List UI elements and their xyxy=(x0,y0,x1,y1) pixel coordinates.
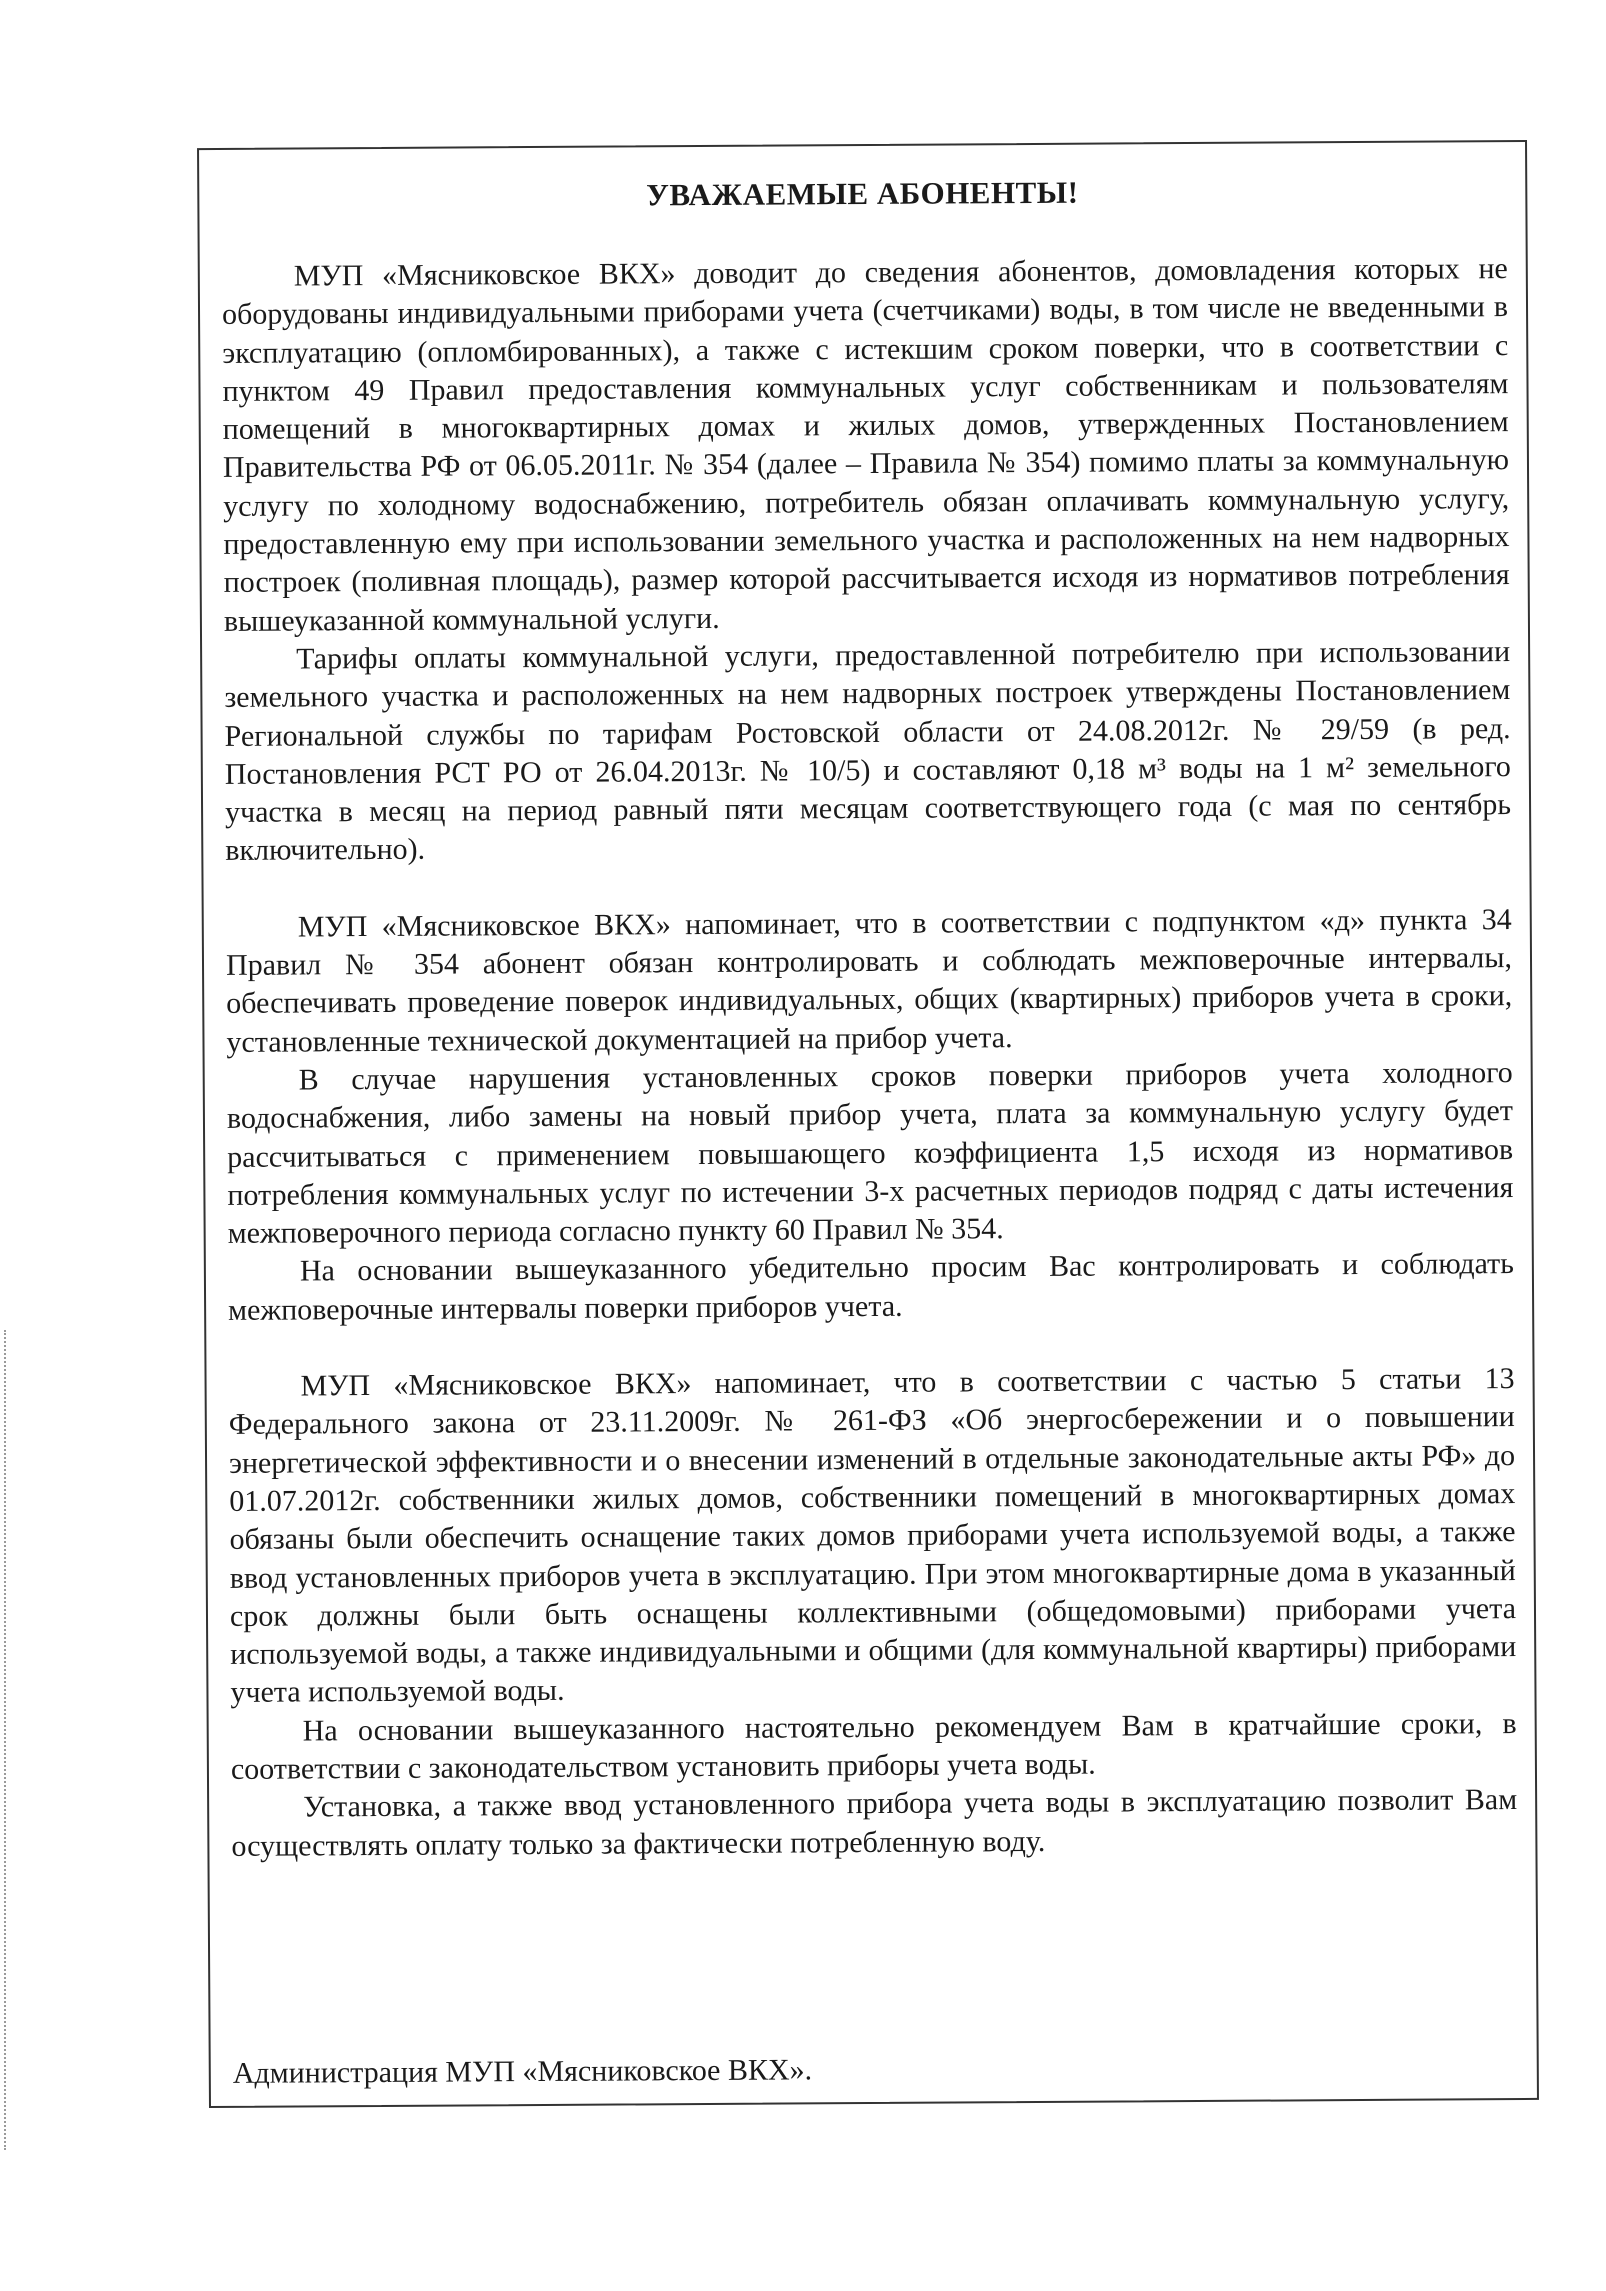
scan-margin-mark xyxy=(4,1330,8,2150)
notice-frame xyxy=(197,140,1539,2108)
signature: Администрация МУП «Мясниковское ВКХ». xyxy=(232,2053,813,2090)
paragraph-federal-law: МУП «Мясниковское ВКХ» напоминает, что в соответствии с частью 5 статьи 13 Федерального закона от 23.11.2009г. № 261-ФЗ «Об энергосбережении и о повышении энергетической эффективности и о внесении изменений в отдельные законодательные акты РФ» до 01.07.2012г. собственники жилых домов, собственники помещений в многоквартирных домах обязаны были обеспечить оснащение таких домов приборами учета используемой воды, а также ввод установленных приборов учета в эксплуатацию. При этом многоквартирные дома в указанный срок должны были быть оснащены коллективными (общедомовыми) приборами учета используемой воды, а также индивидуальными и общими (для коммунальной квартиры) приборами учета используемой воды. xyxy=(228,1362,1517,1710)
paragraph-tariffs: Тарифы оплаты коммунальной услуги, предоставленной потребителю при использовании земельного участка и расположенных на нем надворных построек утверждены Постановлением Региональной службы по тарифам Ростовской области от 24.08.2012г. № 29/59 (в ред. Постановления РСТ РО от 26.04.2013г. № 10/5) и составляют 0,18 м³ воды на 1 м² земельного участка в месяц на период равный пяти месяцам соответствующего года (с мая по сентябрь включительно). xyxy=(224,635,1512,868)
paragraph-verification-penalty: В случае нарушения установленных сроков поверки приборов учета холодного водоснабжения, либо замены на новый прибор учета, плата за коммунальную услугу будет рассчитываться с применением повышающего коэффициента 1,5 исходя из нормативов потребления коммунальных услуг по истечении 3-х расчетных периодов подряд с даты истечения межповерочного периода согласно пункту 60 Правил № 354. xyxy=(226,1055,1514,1251)
paragraph-install-benefit: Установка, а также ввод установленного прибора учета воды в эксплуатацию позволит Вам осуществлять оплату только за фактически потребленную воду. xyxy=(231,1783,1518,1863)
paragraph-verification-duty: МУП «Мясниковское ВКХ» напоминает, что в соответствии с подпунктом «д» пункта 34 Правил № 354 абонент обязан контролировать и соблюдать межповерочные интервалы, обеспечивать проведение поверок индивидуальных, общих (квартирных) приборов учета в сроки, установленные технической документацией на прибор учета. xyxy=(225,902,1513,1059)
paragraph-install-recommendation: На основании вышеуказанного настоятельно рекомендуем Вам в кратчайшие сроки, в соответствии с законодательством установить приборы учета воды. xyxy=(230,1706,1517,1786)
paragraph-verification-request: На основании вышеуказанного убедительно просим Вас контролировать и соблюдать межповерочные интервалы поверки приборов учета. xyxy=(228,1247,1514,1327)
notice-body xyxy=(222,250,1518,1866)
paragraph-meter-absence: МУП «Мясниковское ВКХ» доводит до сведения абонентов, домовладения которых не оборудованы индивидуальными приборами учета (счетчиками) воды, в том числе не введенными в эксплуатацию (опломбированных), а также с истекшим сроком поверки, что в соответствии с пунктом 49 Правил предоставления коммунальных услуг собственникам и пользователям помещений в многоквартирных домах и жилых домов, утвержденных Постановлением Правительства РФ от 06.05.2011г. № 354 (далее – Правила № 354) помимо платы за коммунальную услугу по холодному водоснабжению, потребитель обязан оплачивать коммунальную услугу, предоставленную ему при использовании земельного участка и расположенных на нем надворных построек (поливная площадь), размер которой рассчитывается исходя из нормативов потребления вышеуказанной коммунальной услуги. xyxy=(221,252,1510,638)
notice-title: УВАЖАЕМЫЕ АБОНЕНТЫ! xyxy=(646,174,1079,213)
